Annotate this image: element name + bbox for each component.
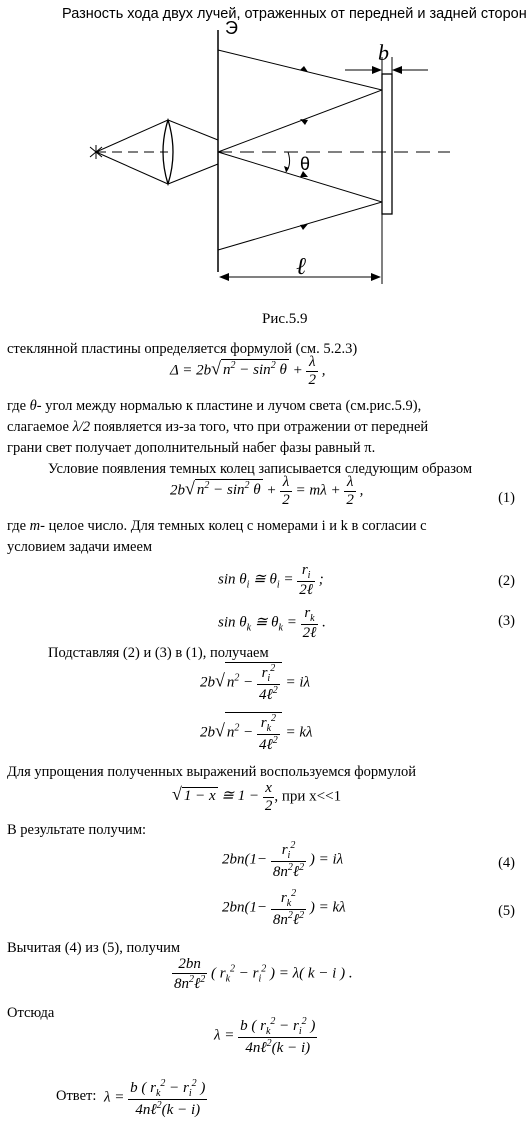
- answer-label: Ответ:: [56, 1088, 97, 1104]
- formula-4: 2bn(1− $\frac{r_i^2}{8n^2\ell^2}$ ) = iλ: [222, 840, 344, 880]
- text-line: где θ- угол между нормалью к пластине и лучом света (см.рис.5.9),: [7, 398, 422, 414]
- label-screen: Э: [225, 18, 238, 38]
- formula-sub-k: 2b√ $n^2$ − $\frac{r_k^2}{4\ell^2}$ = kλ: [200, 713, 313, 753]
- eq-number: (4): [498, 855, 515, 871]
- eq-number: (5): [498, 903, 515, 919]
- formula-5: 2bn(1− $\frac{r_k^2}{8n^2\ell^2}$ ) = kλ: [222, 888, 346, 928]
- text-line: стеклянной пластины определяется формулой (см. 5.2.3): [7, 341, 358, 357]
- formula-subtract: $\frac{2bn}{8n^2\ell^2}$ ( $r_k^2 - r_i^2$ ) = λ( k − i ) .: [174, 956, 353, 992]
- text-line: Условие появления темных колец записывается следующим образом: [48, 461, 473, 477]
- formula-approx: √ 1 − x ≅ 1 − $\frac{x}{2}$ , при x<<1: [172, 780, 342, 814]
- text-line: Для упрощения полученных выражений воспользуемся формулой: [7, 764, 416, 780]
- text-line: Подставляя (2) и (3) в (1), получаем: [48, 645, 269, 661]
- text-line: Отсюда: [7, 1005, 55, 1021]
- formula-3: $\sin \theta_k$ ≅ $\theta_k$ = $\frac{r_k}{\text{2ℓ}}$ .: [218, 605, 326, 641]
- eq-number: (2): [498, 573, 515, 589]
- text-line: слагаемое λ/2 появляется из-за того, что при отражении от передней: [7, 419, 429, 435]
- eq-number: (3): [498, 613, 515, 629]
- formula-lambda: λ = $\frac{b ( r_k^2 - r_i^2 )}{4n\ell^2(k - i)}$: [214, 1016, 316, 1056]
- figure-5-9: [0, 22, 527, 322]
- formula-sub-i: 2b√ $n^2$ − $\frac{r_i^2}{4\ell^2}$ = iλ: [200, 663, 311, 703]
- label-theta: θ: [300, 154, 311, 174]
- text-line: В результате получим:: [7, 822, 147, 838]
- heading: Разность хода двух лучей, отраженных от передней и задней сторон: [62, 6, 527, 22]
- formula-1: 2b√ $n^2 - \sin^2 \theta$ + $\frac{\lambda}{2}$ = mλ + $\frac{\lambda}{2}$ ,: [170, 474, 364, 508]
- label-b: b: [378, 40, 389, 65]
- figure-caption: Рис.5.9: [262, 311, 308, 327]
- text-line: где m- целое число. Для темных колец с номерами i и k в согласии с: [7, 518, 427, 534]
- eq-number: (1): [498, 490, 515, 506]
- formula-answer: λ = $\frac{b ( r_k^2 - r_i^2 )}{4n\ell^2(k - i)}$: [104, 1078, 206, 1118]
- glass-plate: [382, 74, 392, 214]
- formula-delta: Δ = 2b√ $n^2 - \sin^2 \theta$ + $\frac{\lambda}{2}$ ,: [170, 354, 326, 388]
- formula-2: $\sin \theta_i$ ≅ $\theta_i$ = $\frac{r_i}{\text{2ℓ}}$ ;: [218, 562, 324, 598]
- text-line: грани свет получает дополнительный набег фазы равный π.: [7, 440, 376, 456]
- text-line: Вычитая (4) из (5), получим: [7, 940, 181, 956]
- text-line: условием задачи имеем: [7, 539, 153, 555]
- label-l: ℓ: [296, 254, 306, 280]
